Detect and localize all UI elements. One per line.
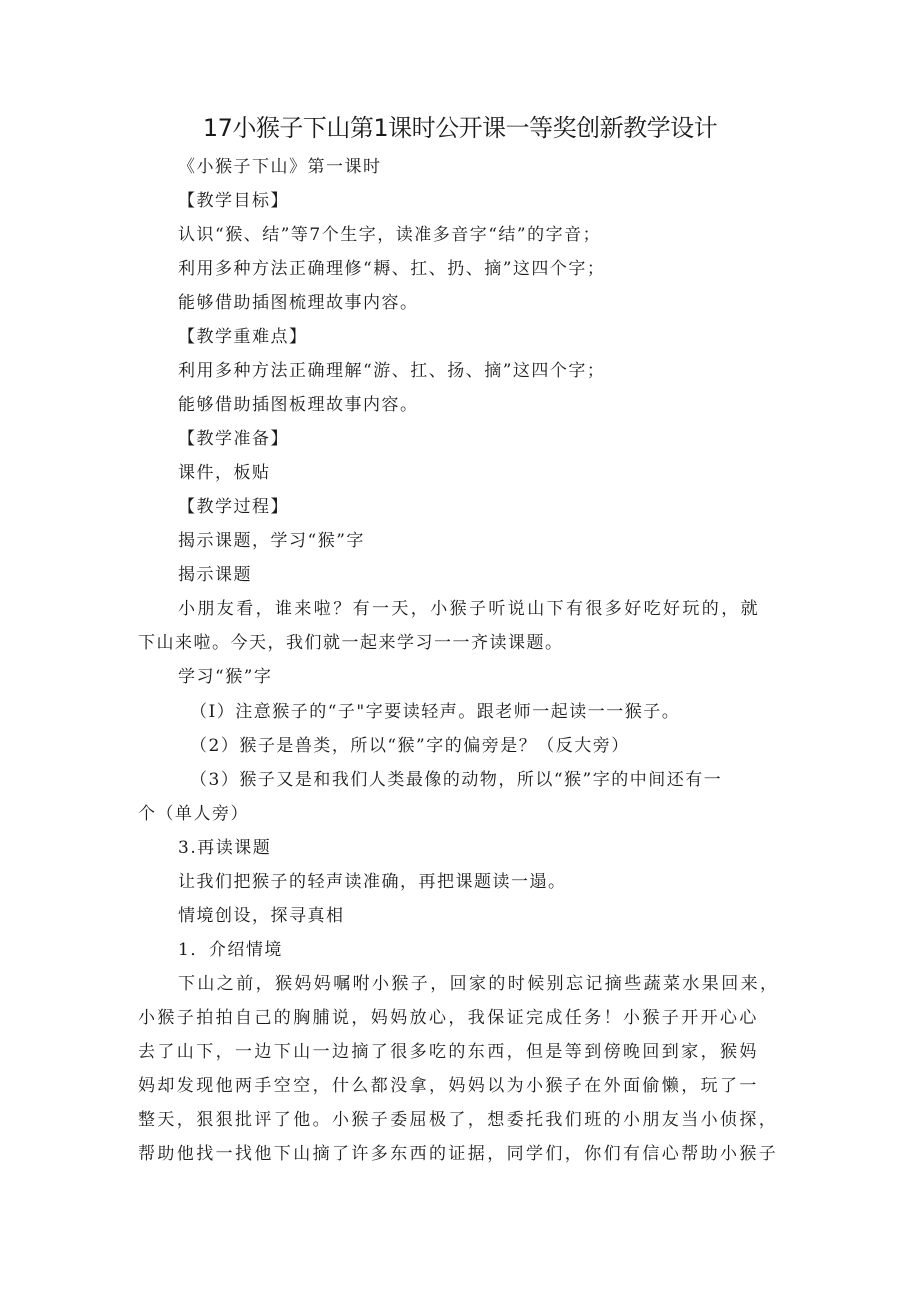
objective-line: 利用多种方法正确理修“耨、扛、扔、摘”这四个字； (178, 259, 606, 279)
list-item: （3）猴子又是和我们人类最像的动物，所以“猴”字的中间还有一 (190, 770, 723, 790)
sub-step: 3.再读课题 (178, 838, 272, 858)
objective-line: 能够借助插图梳理故事内容。 (178, 293, 419, 313)
paragraph-line: 下山来啦。今天，我们就一起来学习一一齐读课题。 (138, 633, 564, 653)
story-line: 去了山下，一边下山一边摘了很多吃的东西，但是等到傍晚回到家，猴妈 (138, 1042, 759, 1062)
list-item-continuation: 个（单人旁） (138, 804, 249, 824)
section-heading-preparation: 【教学准备】 (178, 429, 289, 449)
subtitle: 《小猴子下山》第一课时 (178, 157, 382, 177)
section-heading-key-points: 【教学重难点】 (178, 327, 308, 347)
story-line: 妈却发现他两手空空，什么都没拿，妈妈以为小猴子在外面偷懒，玩了一 (138, 1076, 759, 1096)
key-point-line: 能够借助插图板理故事内容。 (178, 395, 419, 415)
step-title: 揭示课题，学习“猴”字 (178, 531, 365, 551)
story-line: 帮助他找一找他下山摘了许多东西的证据，同学们，你们有信心帮助小猴子 (138, 1144, 779, 1164)
story-line: 下山之前，猴妈妈嘱咐小猴子，回家的时候别忘记摘些蔬菜水果回来， (178, 974, 780, 994)
document-title: 17小猴子下山第1课时公开课一等奖创新教学设计 (202, 114, 718, 142)
paragraph-line: 让我们把猴子的轻声读准确，再把课题读一遢。 (178, 872, 567, 892)
list-item: （I）注意猴子的“子"字要读轻声。跟老师一起读一一猴子。 (190, 702, 681, 722)
preparation-text: 课件，板贴 (178, 463, 271, 483)
sub-step: 1．介绍情境 (178, 940, 283, 960)
list-item: （2）猴子是兽类，所以“猴”字的偏旁是？（反大旁） (190, 736, 630, 756)
step-title: 情境创设，探寻真相 (178, 906, 345, 926)
section-heading-process: 【教学过程】 (178, 497, 289, 517)
sub-step: 学习“猴”字 (178, 667, 273, 687)
objective-line: 认识“猴、结”等7个生字，读准多音字“结”的字音； (178, 225, 602, 245)
story-line: 小猴子拍拍自己的胸脯说，妈妈放心，我保证完成任务！小猴子开开心心 (138, 1008, 759, 1028)
section-heading-objectives: 【教学目标】 (178, 191, 289, 211)
key-point-line: 利用多种方法正确理解“游、扛、扬、摘”这四个字； (178, 361, 606, 381)
sub-step: 揭示课题 (178, 565, 252, 585)
story-line: 整天，狠狠批评了他。小猴子委屈极了，想委托我们班的小朋友当小侦探， (138, 1110, 779, 1130)
paragraph-line: 小朋友看，谁来啦？有一天，小猴子听说山下有很多好吃好玩的，就 (178, 599, 760, 619)
